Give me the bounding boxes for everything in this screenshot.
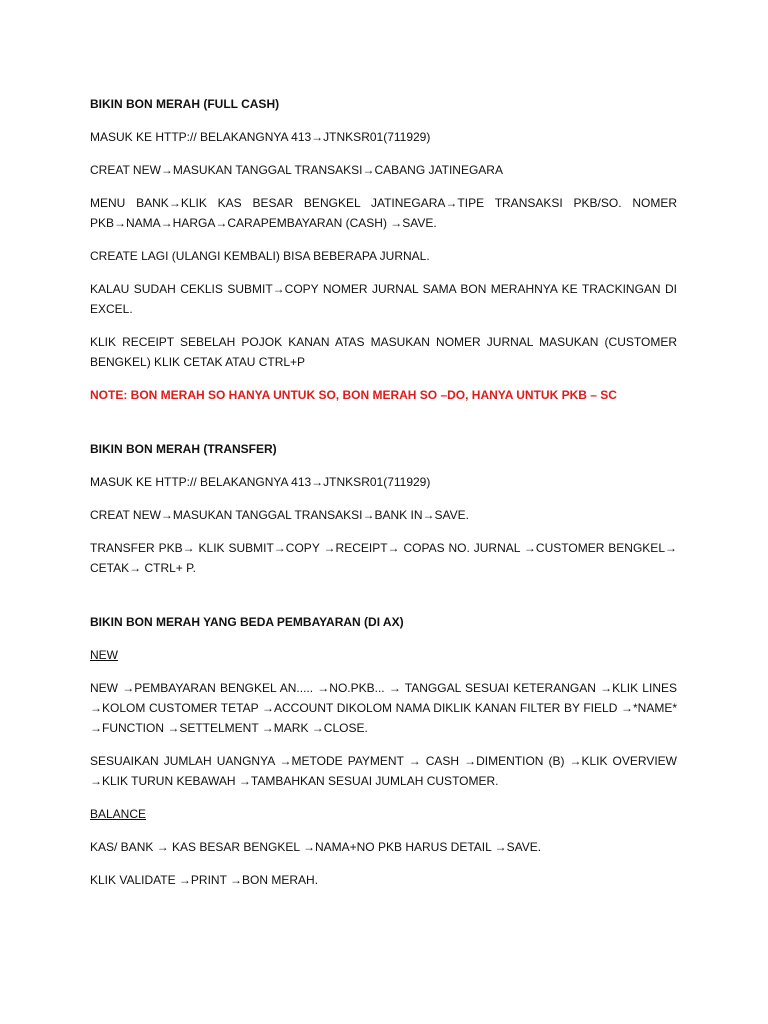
instruction-transfer-pkb: TRANSFER PKB→ KLIK SUBMIT→COPY →RECEIPT→ COPAS NO. JURNAL →CUSTOMER BENGKEL→ CETAK→ CTRL+ P. [90, 541, 677, 575]
instruction-create-new: CREAT NEW→MASUKAN TANGGAL TRANSAKSI→CABANG JATINEGARA [90, 163, 503, 177]
note-text: NOTE: BON MERAH SO HANYA UNTUK SO, BON MERAH SO –DO, HANYA UNTUK PKB – SC [90, 388, 617, 402]
instruction-create-new-transfer: CREAT NEW→MASUKAN TANGGAL TRANSAKSI→BANK IN→SAVE. [90, 508, 469, 522]
section-heading-different-payment: BIKIN BON MERAH YANG BEDA PEMBAYARAN (DI AX) [90, 615, 404, 629]
subheading-new: NEW [90, 648, 118, 662]
subheading-balance: BALANCE [90, 807, 147, 821]
instruction-validate-print: KLIK VALIDATE →PRINT →BON MERAH. [90, 873, 319, 887]
instruction-submit-copy: KALAU SUDAH CEKLIS SUBMIT→COPY NOMER JURNAL SAMA BON MERAHNYA KE TRACKINGAN DI EXCEL. [90, 282, 677, 316]
document-page [90, 94, 677, 890]
instruction-menu-bank: MENU BANK→KLIK KAS BESAR BENGKEL JATINEGARA→TIPE TRANSAKSI PKB/SO. NOMER PKB→NAMA→HARGA→CARAPEMBAYARAN (CASH) →SAVE. [90, 196, 677, 230]
instruction-login: MASUK KE HTTP:// BELAKANGNYA 413→JTNKSR01(711929) [90, 130, 431, 144]
section-heading-transfer: BIKIN BON MERAH (TRANSFER) [90, 442, 277, 456]
instruction-adjust-amount: SESUAIKAN JUMLAH UANGNYA →METODE PAYMENT → CASH →DIMENTION (B) →KLIK OVERVIEW →KLIK TURUN KEBAWAH →TAMBAHKAN SESUAI JUMLAH CUSTOMER. [90, 754, 677, 788]
instruction-login-transfer: MASUK KE HTTP:// BELAKANGNYA 413→JTNKSR01(711929) [90, 475, 431, 489]
instruction-create-again: CREATE LAGI (ULANGI KEMBALI) BISA BEBERAPA JURNAL. [90, 249, 430, 263]
instruction-receipt-print: KLIK RECEIPT SEBELAH POJOK KANAN ATAS MASUKAN NOMER JURNAL MASUKAN (CUSTOMER BENGKEL) KLIK CETAK ATAU CTRL+P [90, 335, 677, 369]
instruction-kas-bank: KAS/ BANK → KAS BESAR BENGKEL →NAMA+NO PKB HARUS DETAIL →SAVE. [90, 840, 542, 854]
section-heading-full-cash: BIKIN BON MERAH (FULL CASH) [90, 97, 280, 111]
instruction-new-payment: NEW →PEMBAYARAN BENGKEL AN..... →NO.PKB... → TANGGAL SESUAI KETERANGAN →KLIK LINES →KOLOM CUSTOMER TETAP →ACCOUNT DIKOLOM NAMA DIKLIK KANAN FILTER BY FIELD →*NAME* →FUNCTION →SETTELMENT →MARK →CLOSE. [90, 681, 677, 735]
